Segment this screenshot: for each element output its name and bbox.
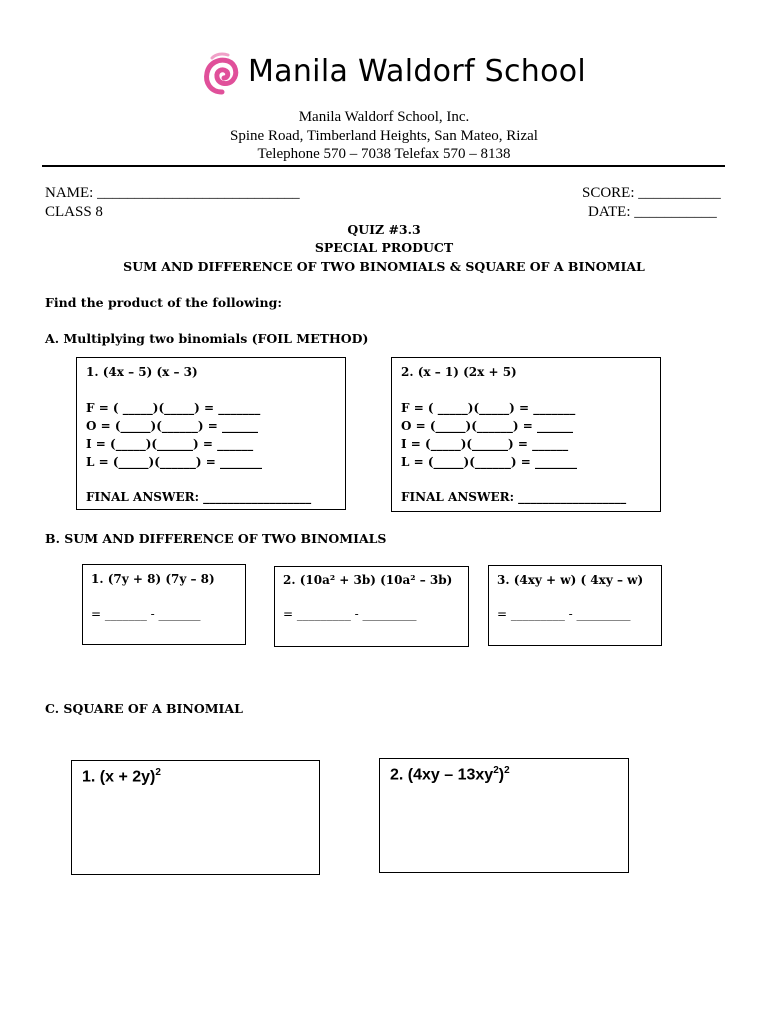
foil-problem-1: [76, 357, 346, 510]
foil-last-line[interactable]: L = (_____)(______) = _______: [86, 455, 262, 469]
foil-inner-line[interactable]: I = (_____)(______) = ______: [86, 437, 254, 451]
exponent: 2: [155, 767, 161, 778]
section-a-heading: A. Multiplying two binomials (FOIL METHOD): [45, 331, 369, 346]
sum-diff-problem-3: [488, 565, 662, 646]
problem-prompt: 2. (10a² + 3b) (10a² – 3b): [283, 573, 453, 587]
address-line-3: Telephone 570 – 7038 Telefax 570 – 8138: [257, 146, 511, 162]
spiral-logo-icon: [202, 52, 242, 96]
quiz-subtitle: SUM AND DIFFERENCE OF TWO BINOMIALS & SQUARE OF A BINOMIAL: [123, 259, 645, 274]
date-field[interactable]: DATE: ___________: [588, 204, 717, 220]
prompt-text: 2. (4xy – 13xy: [390, 766, 494, 784]
foil-outer-line[interactable]: O = (_____)(______) = ______: [401, 419, 573, 433]
answer-line[interactable]: = _________ - _________: [283, 607, 417, 621]
school-name: Manila Waldorf School: [248, 54, 587, 89]
foil-first-line[interactable]: F = ( _____)(_____) = _______: [86, 401, 261, 415]
sum-diff-problem-1: [82, 564, 246, 645]
instruction: Find the product of the following:: [45, 295, 282, 310]
address-line-1: Manila Waldorf School, Inc.: [298, 109, 470, 125]
class-label: CLASS 8: [45, 204, 103, 220]
address-line-2: Spine Road, Timberland Heights, San Mateo, Rizal: [230, 128, 538, 144]
exponent: 2: [504, 765, 510, 776]
final-answer-line[interactable]: FINAL ANSWER: __________________: [86, 490, 312, 504]
answer-line[interactable]: = _________ - _________: [497, 607, 631, 621]
answer-line[interactable]: = _______ - _______: [91, 607, 201, 621]
foil-inner-line[interactable]: I = (_____)(______) = ______: [401, 437, 569, 451]
score-field[interactable]: SCORE: ___________: [582, 185, 721, 201]
school-logo: [202, 50, 587, 100]
quiz-number: QUIZ #3.3: [347, 222, 421, 237]
name-field[interactable]: NAME: ___________________________: [45, 185, 300, 201]
square-problem-2[interactable]: [379, 758, 629, 873]
problem-prompt: [390, 765, 510, 784]
sum-diff-problem-2: [274, 566, 469, 647]
section-b-heading: B. SUM AND DIFFERENCE OF TWO BINOMIALS: [45, 531, 387, 546]
problem-prompt: 1. (4x – 5) (x – 3): [86, 365, 198, 379]
prompt-text: 1. (x + 2y): [82, 768, 156, 786]
final-answer-line[interactable]: FINAL ANSWER: __________________: [401, 490, 627, 504]
foil-problem-2: [391, 357, 661, 512]
problem-prompt: 2. (x – 1) (2x + 5): [401, 365, 517, 379]
problem-prompt: 1. (7y + 8) (7y – 8): [91, 572, 215, 586]
section-c-heading: C. SQUARE OF A BINOMIAL: [45, 701, 243, 716]
square-problem-1[interactable]: [71, 760, 320, 875]
quiz-title: SPECIAL PRODUCT: [314, 240, 454, 255]
foil-last-line[interactable]: L = (_____)(______) = _______: [401, 455, 577, 469]
close-paren: ): [498, 766, 505, 784]
foil-first-line[interactable]: F = ( _____)(_____) = _______: [401, 401, 576, 415]
problem-prompt: [82, 767, 161, 786]
header-divider: [42, 165, 725, 167]
problem-prompt: 3. (4xy + w) ( 4xy – w): [497, 573, 644, 587]
inner-exponent: 2: [493, 765, 499, 776]
foil-outer-line[interactable]: O = (_____)(______) = ______: [86, 419, 258, 433]
